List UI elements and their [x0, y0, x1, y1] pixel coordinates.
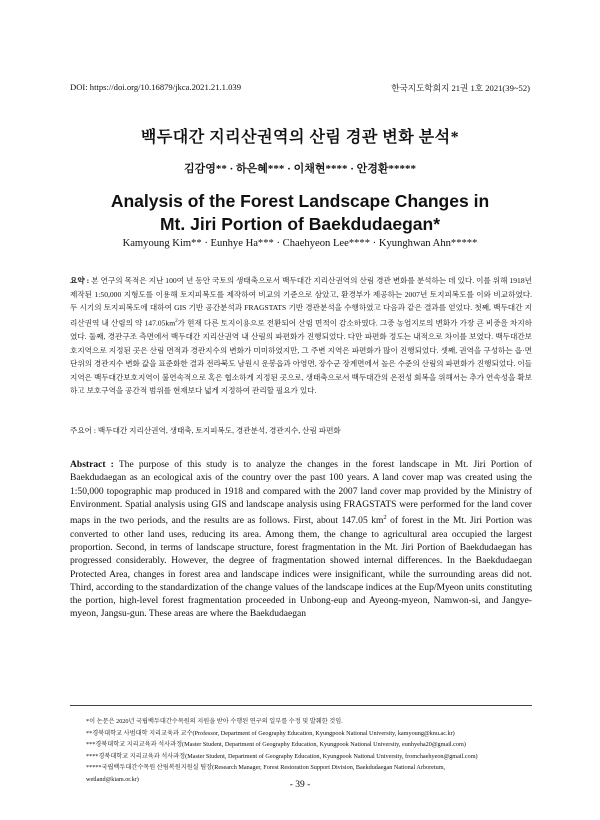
footnotes [86, 716, 532, 786]
english-abstract-text-1: The purpose of this study is to analyze the changes in the forest landscape in Mt. Jiri Portion of Baekdudaegan as an ecological axis of the country over the past 100 years. A land cover map was created using the 1:50,000 topographic map produced in 1918 and compared with the 2007 land cover map provided by the Ministry of Environment. Spatial analysis using GIS and landscape analysis using FRAGSTATS were performed for the land cover maps in the two periods, and the results are as follows. First, about 147.05 km [70, 459, 533, 527]
footnote-author-2: ***경북대학교 지리교육과 석사과정(Master Student, Department of Geography Education, Kyungpook National University, eunhyeha20@gmail.com) [86, 741, 466, 749]
english-title [0, 190, 600, 236]
footnote-author-1: **경북대학교 사범대학 지리교육과 교수(Professor, Department of Geography Education, Kyungpook National University, kamyoung@knu.ac.kr) [86, 729, 455, 737]
korean-authors: 김감영** · 하은혜*** · 이채현**** · 안경환***** [183, 163, 417, 175]
doi-text[interactable]: DOI: https://doi.org/10.16879/jkca.2021.21.1.039 [70, 82, 241, 92]
korean-abstract-label: 요약 : [70, 276, 90, 285]
english-abstract-label: Abstract : [70, 459, 114, 470]
footnote-author-3: ****경북대학교 지리교육과 석사과정(Master Student, Department of Geography Education, Kyungpook National University, fromchaehyeon@gmail.com) [86, 752, 478, 760]
english-title-line-2: Mt. Jiri Portion of Baekdudaegan* [159, 214, 441, 234]
korean-abstract-text-1: 본 연구의 목적은 지난 100여 년 동안 국토의 생태축으로서 백두대간 지리산권역의 산림 경관 변화를 분석하는 데 있다. 이를 위해 1918년 제작된 1:50,000 지형도를 이용해 토지피복도를 제작하여 비교의 기준으로 삼았고, 환경부가 제공하는 2007년 토지피복도를 이와 비교하였다. 두 시기의 토지피복도에 대하여 GIS 기반 공간분석과 FRAGSTATS 기반 경관분석을 수행하였고 다음과 같은 결과를 얻었다. 첫째, 백두대간 지리산권역 내 산림의 약 147.05km [70, 276, 532, 328]
korean-title: 백두대간 지리산권역의 산림 경관 변화 분석* [140, 129, 460, 146]
english-authors: Kamyoung Kim** · Eunhye Ha*** · Chaehyeon Lee**** · Kyunghwan Ahn***** [122, 238, 478, 249]
english-abstract [70, 458, 532, 621]
english-abstract-text-2: of forest in the Mt. Jiri Portion was converted to other land uses, reducing its area. Among them, the change to agricultural area occupied the largest proportion. Second, in terms of landscape structure, forest fragmentation in the Mt. Jiri Portion of Baekdudaegan has progressed considerably. However, the degree of fragmentation showed internal differences. In the Baekdudaegan Protected Area, changes in forest area and landscape indices were insignificant, while the surrounding areas did not. Third, according to the standardization of the change values of the landscape indices at the Eup/Myeon units constituting the portion, high-level forest fragmentation proceeded in Unbong-eup and Ayeong-myeon, Namwon-si, and Jangye-myeon, Jangsu-gun. These areas are where the Baekdudaegan [70, 515, 532, 620]
english-abstract-superscript: 2 [383, 514, 387, 522]
korean-abstract [70, 274, 532, 398]
english-title-line-1: Analysis of the Forest Landscape Changes in [110, 191, 490, 211]
page-number: - 39 - [289, 780, 311, 790]
footnote-author-4-continued: wetland@kiam.or.kr) [86, 775, 139, 783]
korean-abstract-text-2: 가 현재 다른 토지이용으로 전환되어 산림 면적이 감소하였다. 그중 농업지로의 변화가 가장 큰 비중을 차지하였다. 둘째, 경관구조 측면에서 백두대간 지리산권역 내 산림의 파편화가 진행되었다. 다만 파편화 정도는 내적으로 차이를 보였다. 백두대간보호지역으로 지정된 곳은 산림 면적과 경관지수의 변화가 미미하였지만, 그 주변 지역은 파편화가 많이 진행되었다. 셋째, 권역을 구성하는 읍·면 단위의 경관지수 변화 값을 표준화한 결과 전라북도 남원시 운봉읍과 아영면, 장수군 장계면에서 높은 수준의 산림의 파편화가 진행되었다. 이들 지역은 백두대간보호지역이 불연속적으로 혹은 협소하게 지정된 곳으로, 생태축으로서 백두대간의 온전성 회복을 위해서는 추가 연속성을 확보하고 보호구역을 공간적 범위를 현재보다 넓게 지정하여 관리할 필요가 있다. [70, 318, 532, 396]
footnote-divider [70, 705, 532, 706]
footnote-author-4: *****국립백두대간수목원 산림복원지원실 팀장(Research Manager, Forest Restoration Support Division, Baekdudaegan National Arboretum, [86, 764, 446, 772]
korean-keywords: 주요어 : 백두대간 지리산권역, 생태축, 토지피복도, 경관분석, 경관지수, 산림 파편화 [70, 426, 341, 435]
footnote-funding: *이 논문은 2020년 국립백두대간수목원의 지원을 받아 수행된 연구의 일부를 수정 및 발췌한 것임. [86, 718, 343, 725]
korean-abstract-superscript: 2 [175, 318, 178, 324]
journal-citation: 한국지도학회지 21권 1호 2021(39~52) [391, 83, 530, 93]
page-header [70, 82, 530, 96]
